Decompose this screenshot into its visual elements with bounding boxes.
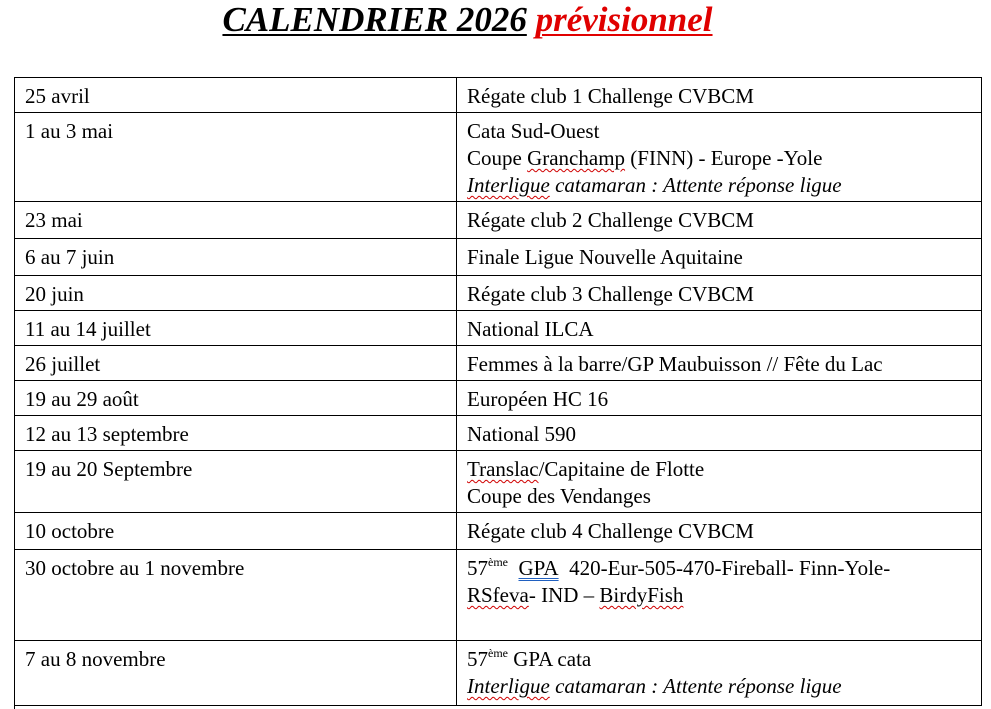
- event-cell: [457, 239, 982, 276]
- event-cell: [457, 641, 982, 706]
- event-line: [467, 555, 971, 582]
- event-cell: [457, 513, 982, 550]
- title-accent: prévisionnel: [535, 0, 713, 39]
- event-line: National ILCA: [467, 317, 594, 341]
- event-line: Régate club 3 Challenge CVBCM: [467, 282, 754, 306]
- date-cell: 19 au 20 Septembre: [15, 451, 457, 513]
- event-sup: ème: [488, 646, 508, 660]
- event-line: Européen HC 16: [467, 387, 609, 411]
- date-cell: 6 au 7 juin: [15, 239, 457, 276]
- date-cell: 20 juin: [15, 276, 457, 311]
- event-num: 57: [467, 647, 488, 671]
- event-line2b: catamaran : Attente réponse ligue: [549, 674, 842, 698]
- table-row: [15, 239, 982, 276]
- table-row: [15, 78, 982, 113]
- table-row: [15, 202, 982, 239]
- event-cell: [457, 276, 982, 311]
- event-line-text: Coupe Granchamp (FINN) - Europe -Yole: [467, 146, 823, 170]
- event-line: Translac/Capitaine de Flotte: [467, 457, 705, 481]
- event-line: Femmes à la barre/GP Maubuisson // Fête du Lac: [467, 352, 883, 376]
- event-line2a: RSfeva: [467, 583, 529, 607]
- event-cell: [457, 451, 982, 513]
- event-cell: [457, 416, 982, 451]
- event-line: [467, 646, 971, 673]
- table-row: [15, 311, 982, 346]
- event-rest: 420-Eur-505-470-Fireball- Finn-Yole-: [569, 556, 891, 580]
- table-row: [15, 641, 982, 706]
- left-margin-line: [14, 696, 15, 709]
- event-cell: [457, 113, 982, 202]
- table-row: [15, 381, 982, 416]
- event-cell: [457, 78, 982, 113]
- event-line: National 590: [467, 422, 577, 446]
- event-line: Régate club 1 Challenge CVBCM: [467, 84, 754, 108]
- table-row: [15, 346, 982, 381]
- table-row: [15, 276, 982, 311]
- event-line: [467, 582, 971, 609]
- event-sup: ème: [488, 555, 508, 569]
- date-cell: 25 avril: [15, 78, 457, 113]
- event-line: Régate club 4 Challenge CVBCM: [467, 519, 754, 543]
- date-cell: 10 octobre: [15, 513, 457, 550]
- date-cell: 12 au 13 septembre: [15, 416, 457, 451]
- event-line: Finale Ligue Nouvelle Aquitaine: [467, 245, 743, 269]
- title-main: CALENDRIER 2026: [222, 0, 527, 39]
- event-line: Interligue catamaran : Attente réponse ligue: [467, 173, 842, 197]
- event-num: 57: [467, 556, 488, 580]
- event-cell: [457, 381, 982, 416]
- page-title: [0, 0, 935, 40]
- date-cell: 7 au 8 novembre: [15, 641, 457, 706]
- event-rest: GPA cata: [508, 647, 592, 671]
- date-cell: 19 au 29 août: [15, 381, 457, 416]
- table-row: [15, 513, 982, 550]
- event-cell: [457, 550, 982, 641]
- date-cell: 11 au 14 juillet: [15, 311, 457, 346]
- event-line: Régate club 2 Challenge CVBCM: [467, 208, 754, 232]
- event-line2a: Interligue: [467, 674, 550, 698]
- event-line: Cata Sud-Ouest: [467, 119, 600, 143]
- calendar-table: [14, 77, 982, 706]
- date-cell: 30 octobre au 1 novembre: [15, 550, 457, 641]
- event-line: [467, 673, 971, 700]
- event-cell: [457, 311, 982, 346]
- event-gpa: GPA: [518, 556, 559, 580]
- event-line2c: BirdyFish: [599, 583, 684, 607]
- event-line: [467, 145, 971, 172]
- date-cell: 26 juillet: [15, 346, 457, 381]
- event-line2b: - IND –: [528, 583, 600, 607]
- event-cell: [457, 346, 982, 381]
- event-line: Coupe des Vendanges: [467, 484, 651, 508]
- table-row: [15, 113, 982, 202]
- date-cell: 23 mai: [15, 202, 457, 239]
- table-row: [15, 451, 982, 513]
- table-row: [15, 416, 982, 451]
- event-cell: [457, 202, 982, 239]
- table-row: [15, 550, 982, 641]
- date-cell: 1 au 3 mai: [15, 113, 457, 202]
